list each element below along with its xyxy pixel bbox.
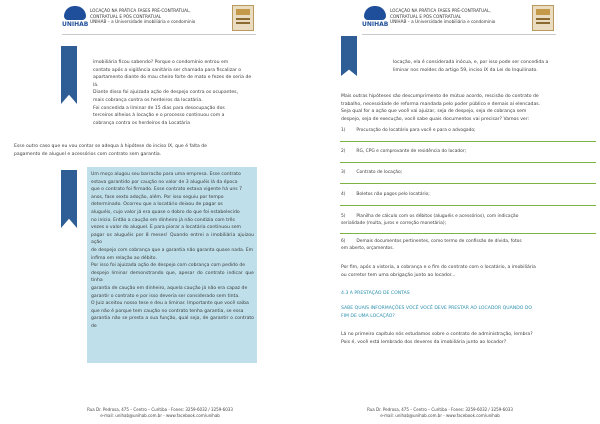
text-line: Pois é, você está lembrado dos deveres da imobiliária junto ao locador? — [341, 339, 507, 345]
text-line: O Juiz aceitou nosso tese e deu a liminar. Importante que você saiba — [91, 301, 249, 307]
list-divider — [340, 183, 596, 184]
item-number: 3) — [341, 170, 346, 175]
item-text: em aberto, orçamentos. — [341, 245, 394, 251]
text-line: garantia de caução em dinheiro, aquela caução já não era capaz de — [91, 285, 248, 291]
text-line: determinado. Ocorreu que a locatário deixou de pagar os — [91, 202, 223, 208]
left-paragraph-1 — [93, 59, 253, 127]
text-line: vezes o valor do aluguel. E para piorar a locatária continuou sem — [91, 225, 242, 231]
document-item-4 — [341, 192, 595, 199]
logo-word: UNIHAB — [362, 21, 389, 28]
text-line: ou corretor tem uma obrigação junto ao locador... — [341, 272, 456, 278]
institution-seal — [532, 5, 554, 31]
text-line: Um moço alugou seu barracão para uma empresa. Esse contrato — [91, 172, 241, 177]
text-line: pagamento de aluguel e acessórios com contrato sem garantia. — [14, 151, 162, 157]
text-line: infima em relação ao débito. — [91, 255, 157, 261]
footer-address: Rua Dr. Pedrosa, 475 – Centro – Curitiba - Fones: 3259-6032 / 3259-6033 — [87, 407, 233, 413]
item-text: RG, CPG e comprovante de residência do locador; — [356, 149, 467, 154]
text-line: que o contrato foi firmado. Esse contrato estava vigente há uns 7 — [91, 187, 243, 193]
text-line: aluguéis, cujo valor já era quase o dobro do que foi estabelecido — [91, 209, 240, 215]
text-line: Por isso foi ajuizada ação de despejo com cobrança com pedido de — [91, 263, 246, 269]
page-footer — [10, 407, 310, 418]
item-text: Boletos não pagos pelo locatário; — [356, 192, 430, 197]
text-line: Lá no primeiro capítulo nós estudamos sobre o contrato de administração, lembra? — [341, 332, 533, 337]
right-paragraph-1 — [393, 59, 593, 74]
item-text: Planilha de cálculo com os débitos (aluguéis e acessórios), com indicação — [356, 214, 519, 219]
question-heading — [341, 305, 595, 320]
logo-word: UNIHAB — [62, 21, 89, 28]
right-paragraph-2 — [341, 93, 595, 123]
text-line: anos, fase sexto adoção, além. Por isso seguiu por tempo — [91, 194, 224, 200]
text-line: que não é porque tem caução no contrato tenha garantia, se essa — [91, 308, 244, 314]
text-line: no início. Então a caução em dinheiro já não condizia com três — [91, 217, 235, 223]
text-line: trabalho, necessidade de reforma mandada pelo poder público e demais aí elencadas. — [341, 101, 541, 107]
text-line: garantir o contrato e por isso deveria ser considerado sem tinta. — [91, 293, 240, 299]
case-text — [91, 171, 254, 330]
header-divider — [362, 34, 556, 35]
item-number: 4) — [341, 192, 346, 197]
text-line: liminar nos moldes do artigo 59, inciso IX da Lei do Inquilinato. — [393, 67, 538, 73]
text-line: mais cobrança contra os herdeiros da locatária. — [93, 97, 203, 103]
list-divider — [340, 233, 596, 234]
header-line3: UNIHAB – a Universidade imobiliária e condominio — [90, 19, 196, 25]
text-line: FIM DE UMA LOCAÇÃO? — [341, 313, 395, 319]
text-line: de despejo com cobrança que a garantia não garanta quase nada. Em — [91, 247, 254, 253]
text-line: lá. — [93, 82, 99, 88]
text-line: contato após a vigilância sanitária ser chamada para fiscalizar o — [93, 67, 242, 73]
text-line: garantia não se presta a sua função, qual seja, de garantir o contrato de — [91, 316, 254, 329]
text-line: estava garantido por caução no valor de 3 aluguéis lá da época — [91, 179, 238, 185]
text-line: cobrança contra os herdeiros da Locatária — [93, 120, 190, 126]
footer-address: Rua Dr. Pedrosa, 475 – Centro – Curitiba - Fones: 3259-6032 / 3259-6033 — [367, 407, 513, 413]
header-divider — [62, 34, 256, 35]
bookmark-icon — [61, 170, 77, 228]
text-line: Diante disso foi ajuizada ação de despejo contra os ocupantes, — [93, 90, 239, 96]
institution-seal — [232, 5, 254, 31]
header-line1: LOCAÇÃO NA PRÁTICA FASES PRÉ-CONTRATUAL, — [90, 8, 191, 13]
text-line: Mais outras hipóteses são descumprimento de mútuo acordo, rescisão do contrato de — [341, 94, 539, 99]
right-paragraph-4 — [341, 331, 595, 346]
right-page — [300, 0, 600, 424]
document-item-5 — [341, 214, 595, 227]
bookmark-icon — [61, 46, 77, 104]
item-number: 2) — [341, 149, 346, 154]
page-footer — [290, 407, 590, 418]
item-number: 6) — [341, 239, 346, 244]
text-line: locação, ela é considerada inócua, e, por isso pode ser concedida a — [393, 60, 549, 65]
text-line: SABE QUAIS INFORMAÇÕES VOCÊ VOCÊ DEVE PRESTAR AO LOCADOR QUANDO DO — [341, 306, 532, 311]
text-line: apartamento diante do mau cheiro forte de mato e fezes de seria de — [93, 75, 252, 81]
item-number: 1) — [341, 128, 346, 133]
list-divider — [340, 205, 596, 206]
page-header-text — [90, 8, 195, 25]
text-line: despejo liminar demonstrando que, apesar do contrato indicar que tinha — [91, 270, 254, 284]
text-line: terceiros alheios à locação e o processo continuou com a — [93, 113, 225, 119]
text-line: Por fim, após a vistoria, a cobrança e o fim do contrato com o locatário, a imobiliária — [341, 265, 536, 270]
list-divider — [340, 162, 596, 163]
document-item-3 — [341, 170, 595, 177]
item-text: Contrato de locação; — [356, 170, 403, 175]
text-line: Foi concedida a liminar de 15 dias para desocupação dos — [93, 105, 225, 111]
item-text: Procuração do locatário para você e para o advogado; — [356, 128, 476, 133]
header-line1: LOCAÇÃO NA PRÁTICA FASES PRÉ-CONTRATUAL, — [390, 8, 491, 13]
list-divider — [340, 141, 596, 142]
item-number: 5) — [341, 214, 346, 219]
document-item-1 — [341, 128, 595, 135]
text-line: Esse outro caso que eu vou contar se adequa à hipótese do inciso IX, que é falta de — [14, 144, 208, 149]
text-line: imobiliária ficou sabendo? Porque o condomínio entrou em — [93, 60, 229, 65]
section-heading: 4.3 A PRESTAÇÃO DE CONTAS — [341, 291, 410, 296]
item-text: serialidade (multa, juros e correção monetária); — [341, 220, 447, 226]
text-line: pagar os aluguéis por 8 meses! Quando entrei a imobiliária ajuizou ação — [91, 232, 254, 246]
header-line2: CONTRATUAL E PÓS CONTRATUAL — [390, 13, 462, 19]
right-paragraph-3 — [341, 264, 595, 279]
document-item-2 — [341, 149, 595, 156]
header-line3: UNIHAB – a Universidade imobiliária e condominio — [390, 19, 496, 25]
item-text: Demais documentos pertinentes, como termo de confissão de dívida, fotos — [356, 239, 522, 244]
footer-contact: e-mail: unihab@unihab.com.br - www.facebook.com/unihab — [380, 412, 500, 418]
bookmark-icon — [341, 36, 357, 76]
left-paragraph-2 — [14, 143, 256, 158]
text-line: despejo, seja de execução, você sabe quais documentos vai precisar? Vamos ver: — [341, 116, 530, 122]
document-item-6 — [341, 239, 595, 252]
unihab-logo — [362, 6, 388, 32]
footer-contact: e-mail: unihab@unihab.com.br - www.facebook.com/unihab — [100, 412, 220, 418]
unihab-logo — [62, 6, 88, 32]
text-line: Seja qual for a ação que você vai ajuizar, seja de despejo, seja de cobrança sem — [341, 109, 527, 115]
header-line2: CONTRATUAL E PÓS CONTRATUAL — [90, 13, 162, 19]
page-header-text — [390, 8, 495, 25]
